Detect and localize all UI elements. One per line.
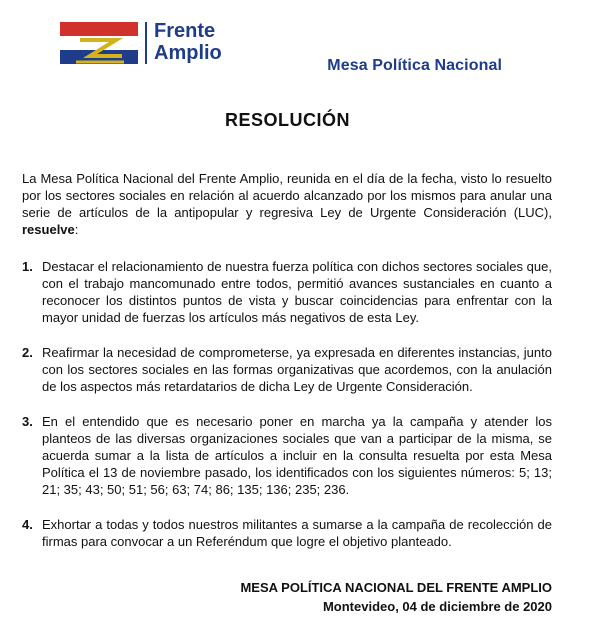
resolution-item-4	[22, 516, 552, 550]
item-text: Reafirmar la necesidad de comprometerse, ya expresada en diferentes instancias, junto con los sectores sociales en las formas organizativas que acordemos, con la anulación de los aspectos más retardatarios de dicha Ley de Urgente Consideración.	[42, 345, 552, 394]
item-number: 2.	[22, 345, 33, 360]
resolution-item-3	[22, 413, 552, 498]
item-text: Exhortar a todas y todos nuestros militantes a sumarse a la campaña de recolección de firmas para convocar a un Referéndum que logre el objetivo planteado.	[42, 517, 552, 549]
item-number: 1.	[22, 259, 33, 274]
document-header	[0, 0, 600, 90]
intro-bold-word: resuelve	[22, 222, 75, 237]
item-number: 3.	[22, 414, 33, 429]
signature-line-1: MESA POLÍTICA NACIONAL DEL FRENTE AMPLIO	[240, 580, 552, 595]
item-text: En el entendido que es necesario poner en marcha ya la campaña y atender los planteos de las diversas organizaciones sociales que van a participar de la misma, se acuerda sumar a la lista de artículos a incluir en la consulta resuelta por esta Mesa Política el 13 de noviembre pasado, los identificados con los siguientes números: 5; 13; 21; 35; 43; 50; 51; 56; 63; 74; 86; 135; 136; 235; 236.	[42, 414, 552, 497]
signature-line-2: Montevideo, 04 de diciembre de 2020	[322, 599, 552, 614]
signature-block	[240, 578, 552, 616]
item-number: 4.	[22, 517, 33, 532]
mesa-politica-label: Mesa Política Nacional	[327, 57, 502, 74]
intro-text: La Mesa Política Nacional del Frente Amplio, reunida en el día de la fecha, visto lo resuelto por los sectores sociales en relación al acuerdo alcanzado por los mismos para anular una serie de artículos de la antipopular y regresiva Ley de Urgente Consideración (LUC),	[22, 171, 552, 220]
document-body	[22, 170, 552, 568]
intro-paragraph	[22, 170, 552, 238]
document-title: RESOLUCIÓN	[224, 110, 350, 130]
resolution-item-1	[22, 258, 552, 326]
logo-line-2: Amplio	[154, 42, 222, 64]
frente-amplio-flag-logo	[60, 22, 138, 64]
item-text: Destacar el relacionamiento de nuestra fuerza política con dichos sectores sociales que, con el trabajo mancomunado entre todos, permitió avances sustanciales en cuanto a reconocer los distintos puntos de vista y buscar coincidencias para enfrentar con la mayor unidad de fuerzas los artículos más negativos de esta Ley.	[42, 259, 552, 325]
resolution-item-2	[22, 344, 552, 395]
logo-separator	[145, 22, 147, 64]
logo-line-1: Frente	[154, 20, 216, 42]
intro-suffix: :	[74, 222, 79, 237]
logo-wordmark	[154, 20, 222, 64]
